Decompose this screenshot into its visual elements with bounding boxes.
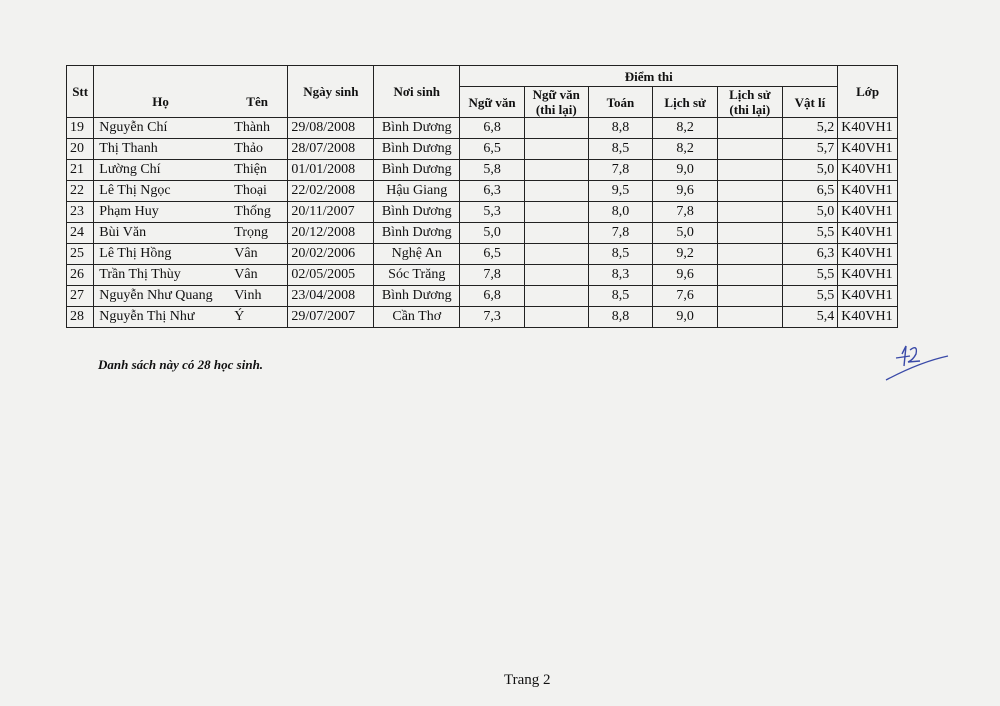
cell-lich-su: 5,0 [653,223,718,244]
cell-lich-su: 9,6 [653,181,718,202]
cell-stt: 23 [67,202,94,223]
cell-toan: 8,5 [588,286,653,307]
table-row [67,139,898,160]
cell-ho-ten [94,139,288,160]
cell-ngay-sinh: 20/02/2006 [288,244,374,265]
cell-ten: Thảo [234,141,264,156]
cell-ngu-van: 5,0 [460,223,525,244]
cell-ngu-van: 7,3 [460,307,525,328]
cell-ngu-van: 7,8 [460,265,525,286]
cell-ho-ten [94,244,288,265]
cell-toan: 8,0 [588,202,653,223]
table-row [67,307,898,328]
cell-lich-su-thi-lai [717,181,782,202]
cell-ten: Thành [234,120,271,135]
header-lop: Lớp [838,66,898,118]
cell-vat-li: 5,5 [782,286,838,307]
cell-ten: Vân [234,267,258,282]
cell-ngay-sinh: 20/11/2007 [288,202,374,223]
cell-ten: Thiện [234,162,267,177]
cell-noi-sinh: Hậu Giang [374,181,460,202]
cell-vat-li: 5,7 [782,139,838,160]
cell-ngay-sinh: 01/01/2008 [288,160,374,181]
cell-toan: 9,5 [588,181,653,202]
cell-ten: Vinh [234,288,262,303]
table-row [67,244,898,265]
header-ngu-van-thi-lai [524,87,588,118]
cell-lop: K40VH1 [838,160,898,181]
cell-stt: 26 [67,265,94,286]
cell-lop: K40VH1 [838,181,898,202]
cell-ngu-van-thi-lai [524,118,588,139]
cell-ngu-van: 5,3 [460,202,525,223]
cell-ngay-sinh: 28/07/2008 [288,139,374,160]
cell-vat-li: 5,5 [782,223,838,244]
header-row-top [67,66,898,87]
cell-ngu-van-thi-lai [524,265,588,286]
cell-ngu-van-thi-lai [524,286,588,307]
cell-ten: Thống [234,204,271,219]
cell-noi-sinh: Nghệ An [374,244,460,265]
cell-ngu-van-thi-lai [524,223,588,244]
cell-lich-su: 9,0 [653,160,718,181]
cell-ngay-sinh: 23/04/2008 [288,286,374,307]
cell-toan: 8,5 [588,244,653,265]
cell-lich-su: 9,0 [653,307,718,328]
cell-lich-su-thi-lai [717,265,782,286]
cell-lop: K40VH1 [838,223,898,244]
cell-lich-su-thi-lai [717,244,782,265]
cell-toan: 8,5 [588,139,653,160]
cell-ngu-van: 6,5 [460,139,525,160]
header-lich-su-thi-lai-line1: Lịch sử [729,87,771,102]
handwritten-signature-icon [880,340,950,385]
cell-toan: 8,8 [588,118,653,139]
cell-vat-li: 5,5 [782,265,838,286]
cell-lich-su-thi-lai [717,139,782,160]
cell-ho: Lê Thị Ngọc [99,183,171,198]
cell-ngu-van: 6,3 [460,181,525,202]
cell-ho: Nguyễn Chí [99,120,168,135]
cell-ho-ten [94,202,288,223]
student-count-note: Danh sách này có 28 học sinh. [98,357,264,372]
cell-stt: 22 [67,181,94,202]
cell-ten: Ý [234,309,245,324]
cell-ho: Bùi Văn [99,225,147,240]
cell-ngu-van-thi-lai [524,307,588,328]
table-row [67,265,898,286]
cell-noi-sinh: Cần Thơ [374,307,460,328]
header-vat-li: Vật lí [782,87,838,118]
header-diem-thi: Điểm thi [460,66,838,87]
cell-noi-sinh: Bình Dương [374,223,460,244]
cell-ngay-sinh: 29/08/2008 [288,118,374,139]
cell-ho: Nguyễn Thị Như [99,309,195,324]
cell-ngu-van: 6,8 [460,286,525,307]
cell-ho-ten [94,160,288,181]
cell-lop: K40VH1 [838,307,898,328]
table-row [67,286,898,307]
cell-stt: 27 [67,286,94,307]
cell-ten: Vân [234,246,258,261]
cell-toan: 7,8 [588,160,653,181]
cell-lich-su: 9,6 [653,265,718,286]
cell-lop: K40VH1 [838,118,898,139]
cell-ho: Phạm Huy [99,204,159,219]
cell-vat-li: 6,5 [782,181,838,202]
cell-noi-sinh: Bình Dương [374,286,460,307]
header-ho: Họ [152,94,169,109]
cell-ngu-van: 6,8 [460,118,525,139]
header-noi-sinh: Nơi sinh [374,66,460,118]
cell-ten: Trọng [234,225,269,240]
header-lich-su-thi-lai [717,87,782,118]
cell-stt: 25 [67,244,94,265]
cell-lich-su-thi-lai [717,307,782,328]
cell-ho-ten [94,223,288,244]
cell-ngu-van-thi-lai [524,244,588,265]
cell-lop: K40VH1 [838,286,898,307]
grades-table [66,65,898,328]
cell-vat-li: 5,2 [782,118,838,139]
cell-lich-su: 7,6 [653,286,718,307]
cell-ngu-van-thi-lai [524,202,588,223]
cell-noi-sinh: Bình Dương [374,139,460,160]
table-row [67,181,898,202]
cell-vat-li: 6,3 [782,244,838,265]
cell-ho-ten [94,307,288,328]
cell-toan: 8,3 [588,265,653,286]
cell-lop: K40VH1 [838,139,898,160]
header-ngu-van-thi-lai-line1: Ngữ văn [532,87,580,102]
header-ten: Tên [246,94,268,109]
cell-ho-ten [94,286,288,307]
header-stt: Stt [67,66,94,118]
cell-lich-su-thi-lai [717,160,782,181]
cell-lich-su-thi-lai [717,202,782,223]
cell-lop: K40VH1 [838,202,898,223]
cell-lich-su: 8,2 [653,139,718,160]
header-lich-su-thi-lai-line2: (thi lại) [729,102,771,117]
cell-noi-sinh: Sóc Trăng [374,265,460,286]
cell-noi-sinh: Bình Dương [374,160,460,181]
cell-lich-su-thi-lai [717,286,782,307]
cell-noi-sinh: Bình Dương [374,118,460,139]
table-row [67,160,898,181]
cell-stt: 20 [67,139,94,160]
cell-lich-su: 7,8 [653,202,718,223]
cell-noi-sinh: Bình Dương [374,202,460,223]
cell-ho: Lê Thị Hồng [99,246,172,261]
cell-ngay-sinh: 20/12/2008 [288,223,374,244]
table-row [67,118,898,139]
cell-toan: 7,8 [588,223,653,244]
cell-ho: Thị Thanh [99,141,158,156]
cell-ngay-sinh: 22/02/2008 [288,181,374,202]
cell-lop: K40VH1 [838,244,898,265]
cell-ho: Nguyễn Như Quang [99,288,213,303]
cell-ho-ten [94,118,288,139]
header-ho-ten [94,66,288,118]
grades-table-body [67,118,898,328]
cell-lop: K40VH1 [838,265,898,286]
cell-stt: 24 [67,223,94,244]
cell-stt: 19 [67,118,94,139]
cell-lich-su-thi-lai [717,223,782,244]
table-row [67,202,898,223]
cell-ngu-van-thi-lai [524,160,588,181]
cell-ngay-sinh: 02/05/2005 [288,265,374,286]
cell-ten: Thoại [234,183,267,198]
cell-ho-ten [94,265,288,286]
cell-stt: 28 [67,307,94,328]
cell-toan: 8,8 [588,307,653,328]
header-toan: Toán [588,87,653,118]
header-ngu-van-thi-lai-line2: (thi lại) [535,102,577,117]
header-lich-su: Lịch sử [653,87,718,118]
table-row [67,223,898,244]
header-ngay-sinh: Ngày sinh [288,66,374,118]
cell-ho: Lường Chí [99,162,161,177]
cell-ngay-sinh: 29/07/2007 [288,307,374,328]
cell-vat-li: 5,0 [782,160,838,181]
cell-lich-su-thi-lai [717,118,782,139]
cell-vat-li: 5,4 [782,307,838,328]
cell-vat-li: 5,0 [782,202,838,223]
cell-ho: Trần Thị Thùy [99,267,181,282]
cell-lich-su: 9,2 [653,244,718,265]
cell-ho-ten [94,181,288,202]
cell-stt: 21 [67,160,94,181]
page-number: Trang 2 [504,672,551,688]
cell-lich-su: 8,2 [653,118,718,139]
cell-ngu-van: 6,5 [460,244,525,265]
cell-ngu-van: 5,8 [460,160,525,181]
cell-ngu-van-thi-lai [524,139,588,160]
cell-ngu-van-thi-lai [524,181,588,202]
header-ngu-van: Ngữ văn [460,87,525,118]
